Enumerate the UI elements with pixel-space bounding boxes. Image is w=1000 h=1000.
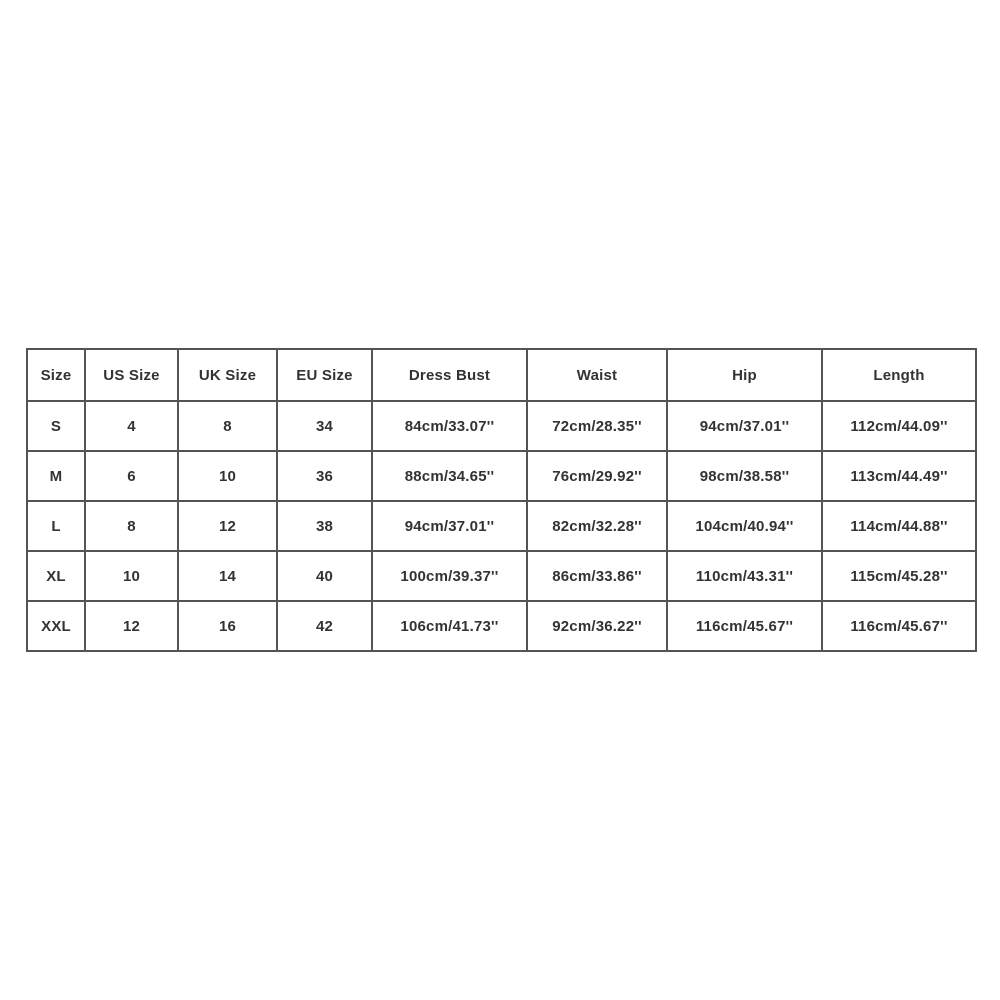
cell-xxl-size: XXL: [27, 601, 85, 651]
table-row-s: [27, 401, 976, 451]
column-header-uk-size: UK Size: [178, 349, 277, 401]
cell-l-eu-size: 38: [277, 501, 372, 551]
cell-xxl-eu-size: 42: [277, 601, 372, 651]
cell-xl-size: XL: [27, 551, 85, 601]
cell-s-eu-size: 34: [277, 401, 372, 451]
cell-xxl-length: 116cm/45.67'': [822, 601, 976, 651]
cell-l-hip: 104cm/40.94'': [667, 501, 822, 551]
cell-xxl-dress-bust: 106cm/41.73'': [372, 601, 527, 651]
table-row-xl: [27, 551, 976, 601]
size-chart-body: [27, 401, 976, 651]
cell-m-uk-size: 10: [178, 451, 277, 501]
cell-s-uk-size: 8: [178, 401, 277, 451]
size-chart-table: [26, 348, 977, 652]
header-row: [27, 349, 976, 401]
cell-s-size: S: [27, 401, 85, 451]
cell-xl-uk-size: 14: [178, 551, 277, 601]
cell-m-waist: 76cm/29.92'': [527, 451, 667, 501]
size-chart: [26, 348, 977, 652]
cell-xl-waist: 86cm/33.86'': [527, 551, 667, 601]
cell-xxl-hip: 116cm/45.67'': [667, 601, 822, 651]
cell-xl-eu-size: 40: [277, 551, 372, 601]
table-row-l: [27, 501, 976, 551]
cell-m-length: 113cm/44.49'': [822, 451, 976, 501]
cell-xl-hip: 110cm/43.31'': [667, 551, 822, 601]
cell-l-length: 114cm/44.88'': [822, 501, 976, 551]
cell-m-us-size: 6: [85, 451, 178, 501]
column-header-length: Length: [822, 349, 976, 401]
cell-l-waist: 82cm/32.28'': [527, 501, 667, 551]
cell-s-dress-bust: 84cm/33.07'': [372, 401, 527, 451]
cell-l-size: L: [27, 501, 85, 551]
cell-l-uk-size: 12: [178, 501, 277, 551]
cell-xl-length: 115cm/45.28'': [822, 551, 976, 601]
table-row-m: [27, 451, 976, 501]
column-header-dress-bust: Dress Bust: [372, 349, 527, 401]
cell-m-hip: 98cm/38.58'': [667, 451, 822, 501]
column-header-us-size: US Size: [85, 349, 178, 401]
cell-xl-us-size: 10: [85, 551, 178, 601]
cell-xl-dress-bust: 100cm/39.37'': [372, 551, 527, 601]
column-header-eu-size: EU Size: [277, 349, 372, 401]
cell-l-dress-bust: 94cm/37.01'': [372, 501, 527, 551]
cell-s-waist: 72cm/28.35'': [527, 401, 667, 451]
cell-l-us-size: 8: [85, 501, 178, 551]
size-chart-header: [27, 349, 976, 401]
cell-m-size: M: [27, 451, 85, 501]
cell-xxl-waist: 92cm/36.22'': [527, 601, 667, 651]
column-header-waist: Waist: [527, 349, 667, 401]
cell-m-dress-bust: 88cm/34.65'': [372, 451, 527, 501]
cell-xxl-us-size: 12: [85, 601, 178, 651]
cell-s-hip: 94cm/37.01'': [667, 401, 822, 451]
cell-s-us-size: 4: [85, 401, 178, 451]
column-header-hip: Hip: [667, 349, 822, 401]
cell-xxl-uk-size: 16: [178, 601, 277, 651]
table-row-xxl: [27, 601, 976, 651]
column-header-size: Size: [27, 349, 85, 401]
cell-s-length: 112cm/44.09'': [822, 401, 976, 451]
cell-m-eu-size: 36: [277, 451, 372, 501]
